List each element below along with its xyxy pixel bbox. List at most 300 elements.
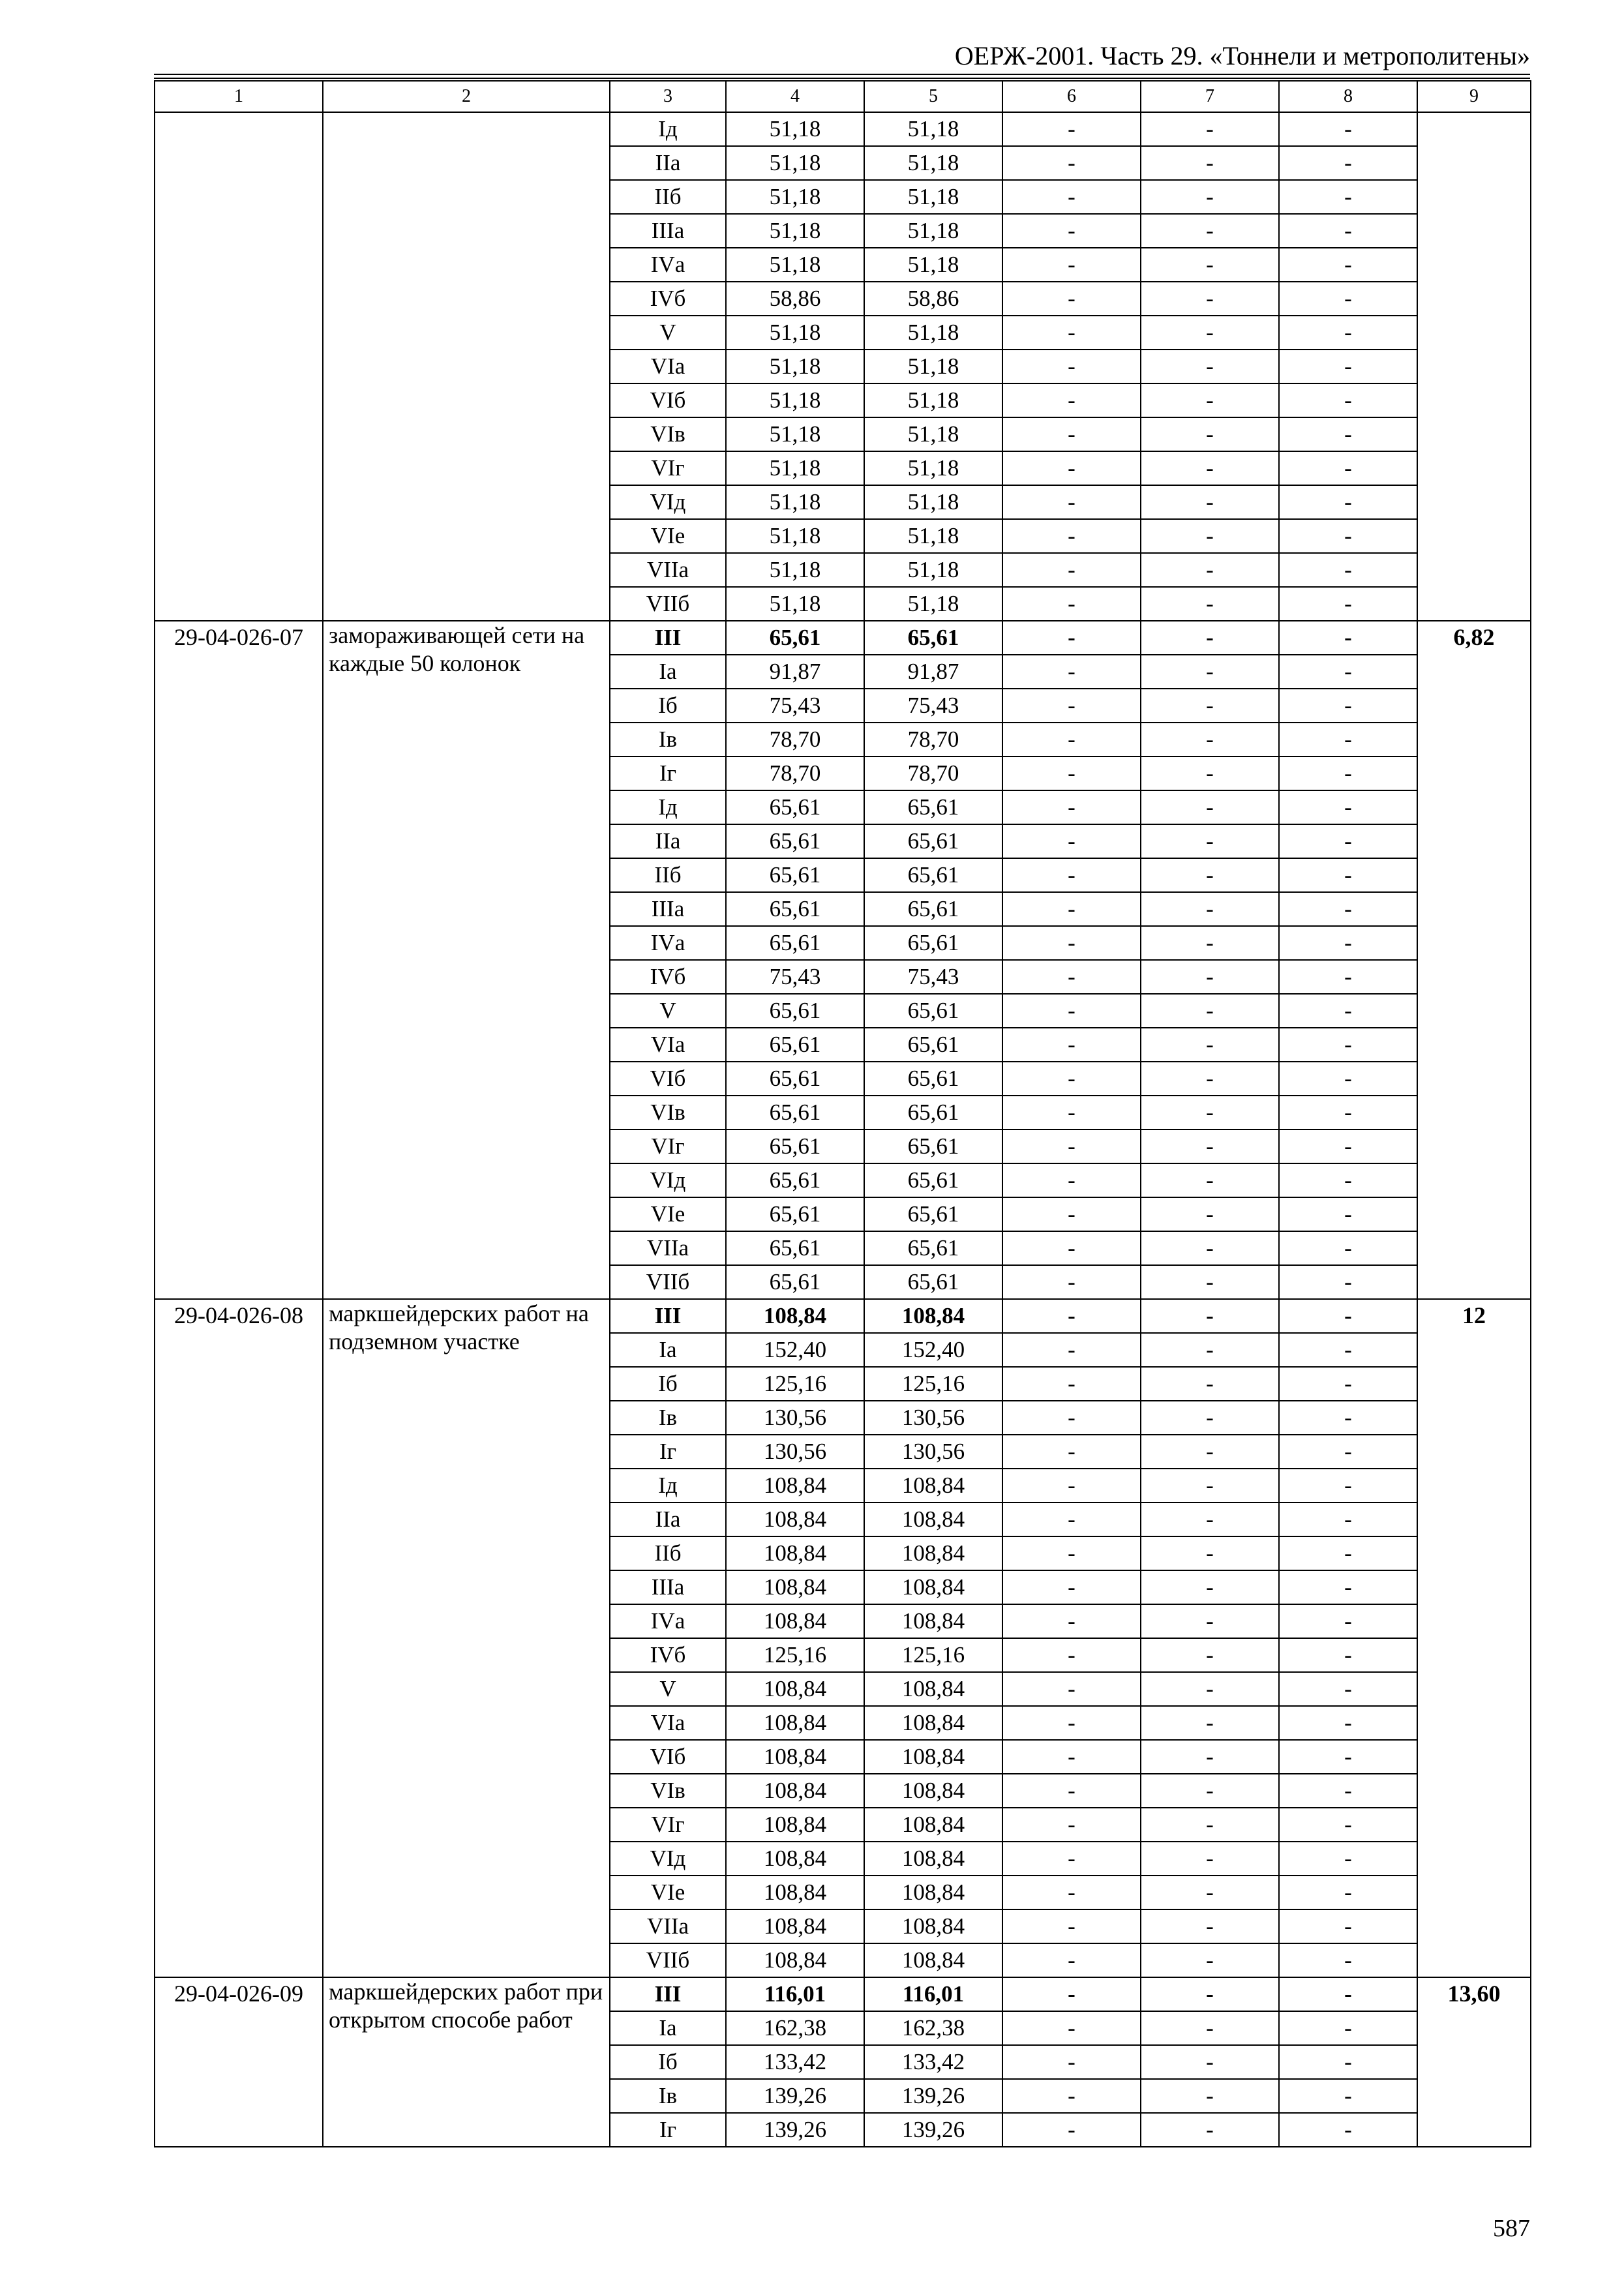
value-col6: - <box>1002 214 1141 248</box>
value-col4: 51,18 <box>726 316 864 350</box>
value-col8: - <box>1279 1062 1417 1096</box>
value-col7: - <box>1141 282 1279 316</box>
value-col5: 108,84 <box>864 1299 1002 1333</box>
value-col4: 65,61 <box>726 1163 864 1197</box>
value-col8: - <box>1279 248 1417 282</box>
value-col4: 51,18 <box>726 417 864 451</box>
value-col7: - <box>1141 383 1279 417</box>
value-col7: - <box>1141 1231 1279 1265</box>
value-col5: 51,18 <box>864 112 1002 146</box>
value-col8: - <box>1279 689 1417 723</box>
value-col6: - <box>1002 1503 1141 1536</box>
region-cell: Iг <box>610 2113 726 2147</box>
value-col4: 78,70 <box>726 723 864 756</box>
region-cell: III <box>610 621 726 655</box>
value-col6: - <box>1002 1028 1141 1062</box>
region-cell: VIг <box>610 1808 726 1842</box>
value-col5: 65,61 <box>864 1231 1002 1265</box>
value-col4: 65,61 <box>726 1096 864 1130</box>
value-col6: - <box>1002 1604 1141 1638</box>
value-col5: 139,26 <box>864 2113 1002 2147</box>
value-col4: 108,84 <box>726 1774 864 1808</box>
value-col7: - <box>1141 1604 1279 1638</box>
value-col8: - <box>1279 1231 1417 1265</box>
value-col4: 65,61 <box>726 858 864 892</box>
value-col4: 58,86 <box>726 282 864 316</box>
value-col6: - <box>1002 451 1141 485</box>
value-col7: - <box>1141 2079 1279 2113</box>
value-col6: - <box>1002 723 1141 756</box>
value-col7: - <box>1141 1130 1279 1163</box>
value-col5: 108,84 <box>864 1503 1002 1536</box>
value-col8: - <box>1279 316 1417 350</box>
column-number: 8 <box>1279 81 1417 112</box>
value-col5: 65,61 <box>864 1062 1002 1096</box>
value-col5: 51,18 <box>864 519 1002 553</box>
value-col7: - <box>1141 350 1279 383</box>
value-col7: - <box>1141 1435 1279 1469</box>
value-col5: 65,61 <box>864 926 1002 960</box>
column-number: 7 <box>1141 81 1279 112</box>
value-col5: 65,61 <box>864 892 1002 926</box>
region-cell: IVа <box>610 1604 726 1638</box>
value-col8: - <box>1279 1638 1417 1672</box>
value-col5: 65,61 <box>864 1028 1002 1062</box>
region-cell: Iд <box>610 1469 726 1503</box>
value-col7: - <box>1141 1740 1279 1774</box>
region-cell: IIа <box>610 1503 726 1536</box>
rate-code: 29-04-026-07 <box>155 621 323 1299</box>
rate-code: 29-04-026-08 <box>155 1299 323 1977</box>
page-header-title: ОЕРЖ-2001. Часть 29. «Тоннели и метрополитены» <box>954 41 1530 70</box>
rate-code: 29-04-026-09 <box>155 1977 323 2147</box>
value-col5: 162,38 <box>864 2011 1002 2045</box>
value-col6: - <box>1002 1774 1141 1808</box>
region-cell: Iг <box>610 756 726 790</box>
value-col7: - <box>1141 2045 1279 2079</box>
value-col8: - <box>1279 892 1417 926</box>
value-col8: - <box>1279 1469 1417 1503</box>
region-cell: IIб <box>610 858 726 892</box>
region-cell: VIIа <box>610 553 726 587</box>
value-col7: - <box>1141 790 1279 824</box>
value-col4: 65,61 <box>726 994 864 1028</box>
region-cell: VIб <box>610 1740 726 1774</box>
value-col5: 51,18 <box>864 383 1002 417</box>
value-col6: - <box>1002 1842 1141 1876</box>
value-col5: 65,61 <box>864 858 1002 892</box>
value-col5: 108,84 <box>864 1536 1002 1570</box>
value-col4: 91,87 <box>726 655 864 689</box>
value-col5: 108,84 <box>864 1570 1002 1604</box>
value-col8: - <box>1279 1706 1417 1740</box>
value-col8: - <box>1279 756 1417 790</box>
value-col8: - <box>1279 2045 1417 2079</box>
value-col6: - <box>1002 1401 1141 1435</box>
value-col4: 108,84 <box>726 1469 864 1503</box>
region-cell: VIб <box>610 383 726 417</box>
value-col6: - <box>1002 1333 1141 1367</box>
region-cell: VIе <box>610 1876 726 1909</box>
value-col6: - <box>1002 587 1141 621</box>
value-col5: 58,86 <box>864 282 1002 316</box>
value-col4: 65,61 <box>726 790 864 824</box>
column-number: 3 <box>610 81 726 112</box>
value-col6: - <box>1002 1909 1141 1943</box>
value-col4: 133,42 <box>726 2045 864 2079</box>
value-col5: 65,61 <box>864 1197 1002 1231</box>
value-col7: - <box>1141 1909 1279 1943</box>
value-col8: - <box>1279 112 1417 146</box>
value-col7: - <box>1141 824 1279 858</box>
value-col4: 51,18 <box>726 383 864 417</box>
value-col6: - <box>1002 926 1141 960</box>
value-col6: - <box>1002 417 1141 451</box>
region-cell: IIа <box>610 824 726 858</box>
value-col7: - <box>1141 1808 1279 1842</box>
value-col5: 91,87 <box>864 655 1002 689</box>
value-col6: - <box>1002 1096 1141 1130</box>
value-col4: 75,43 <box>726 689 864 723</box>
value-col4: 65,61 <box>726 621 864 655</box>
value-col5: 65,61 <box>864 1265 1002 1299</box>
page-number: 587 <box>1493 2215 1530 2242</box>
value-col8: - <box>1279 1503 1417 1536</box>
column-number-row <box>155 81 1531 112</box>
value-col8: - <box>1279 1197 1417 1231</box>
value-col5: 75,43 <box>864 960 1002 994</box>
value-col6: - <box>1002 689 1141 723</box>
region-cell: V <box>610 1672 726 1706</box>
value-col4: 51,18 <box>726 451 864 485</box>
value-col4: 65,61 <box>726 1197 864 1231</box>
value-col5: 152,40 <box>864 1333 1002 1367</box>
value-col7: - <box>1141 1062 1279 1096</box>
value-col6: - <box>1002 1740 1141 1774</box>
value-col4: 51,18 <box>726 248 864 282</box>
value-col7: - <box>1141 2113 1279 2147</box>
value-col5: 51,18 <box>864 587 1002 621</box>
value-col6: - <box>1002 1638 1141 1672</box>
value-col8: - <box>1279 655 1417 689</box>
value-col5: 108,84 <box>864 1909 1002 1943</box>
value-col4: 51,18 <box>726 350 864 383</box>
value-col6: - <box>1002 248 1141 282</box>
column-number: 2 <box>323 81 610 112</box>
value-col4: 108,84 <box>726 1503 864 1536</box>
work-name <box>323 112 610 621</box>
value-col5: 51,18 <box>864 214 1002 248</box>
region-cell: IIб <box>610 180 726 214</box>
value-col4: 125,16 <box>726 1638 864 1672</box>
value-col7: - <box>1141 1265 1279 1299</box>
value-col8: - <box>1279 926 1417 960</box>
value-col6: - <box>1002 2079 1141 2113</box>
value-col4: 130,56 <box>726 1435 864 1469</box>
value-col7: - <box>1141 1401 1279 1435</box>
value-col5: 108,84 <box>864 1943 1002 1977</box>
region-cell: VIе <box>610 1197 726 1231</box>
column-number: 5 <box>864 81 1002 112</box>
value-col6: - <box>1002 383 1141 417</box>
value-col8: - <box>1279 790 1417 824</box>
value-col5: 139,26 <box>864 2079 1002 2113</box>
value-col8: - <box>1279 1401 1417 1435</box>
region-cell: VIд <box>610 1163 726 1197</box>
value-col4: 116,01 <box>726 1977 864 2011</box>
value-col7: - <box>1141 621 1279 655</box>
value-col4: 51,18 <box>726 146 864 180</box>
value-col6: - <box>1002 519 1141 553</box>
value-col5: 130,56 <box>864 1435 1002 1469</box>
value-col8: - <box>1279 1265 1417 1299</box>
value-col5: 65,61 <box>864 1130 1002 1163</box>
value-col6: - <box>1002 1265 1141 1299</box>
value-col8: - <box>1279 1299 1417 1333</box>
value-col5: 65,61 <box>864 621 1002 655</box>
value-col8: - <box>1279 1333 1417 1367</box>
region-cell: IIIа <box>610 214 726 248</box>
value-col5: 108,84 <box>864 1706 1002 1740</box>
value-col6: - <box>1002 1231 1141 1265</box>
value-col4: 139,26 <box>726 2079 864 2113</box>
value-col5: 51,18 <box>864 180 1002 214</box>
region-cell: VIа <box>610 350 726 383</box>
value-col8: - <box>1279 1672 1417 1706</box>
value-col8: - <box>1279 1435 1417 1469</box>
value-col4: 65,61 <box>726 926 864 960</box>
value-col6: - <box>1002 282 1141 316</box>
region-cell: Iб <box>610 2045 726 2079</box>
region-cell: VIб <box>610 1062 726 1096</box>
value-col8: - <box>1279 858 1417 892</box>
value-col5: 51,18 <box>864 350 1002 383</box>
value-col4: 108,84 <box>726 1876 864 1909</box>
value-col6: - <box>1002 1706 1141 1740</box>
value-col6: - <box>1002 1367 1141 1401</box>
value-col7: - <box>1141 1469 1279 1503</box>
value-col8: - <box>1279 350 1417 383</box>
value-col6: - <box>1002 2113 1141 2147</box>
value-col6: - <box>1002 1536 1141 1570</box>
value-col5: 108,84 <box>864 1604 1002 1638</box>
value-col7: - <box>1141 519 1279 553</box>
value-col5: 51,18 <box>864 451 1002 485</box>
value-col6: - <box>1002 316 1141 350</box>
coefficient-col9: 13,60 <box>1417 1977 1531 2147</box>
value-col7: - <box>1141 1028 1279 1062</box>
value-col6: - <box>1002 756 1141 790</box>
value-col7: - <box>1141 1333 1279 1367</box>
value-col4: 108,84 <box>726 1570 864 1604</box>
value-col8: - <box>1279 180 1417 214</box>
value-col6: - <box>1002 655 1141 689</box>
region-cell: IIIа <box>610 1570 726 1604</box>
value-col4: 108,84 <box>726 1808 864 1842</box>
value-col4: 65,61 <box>726 1231 864 1265</box>
region-cell: VIг <box>610 451 726 485</box>
value-col4: 51,18 <box>726 485 864 519</box>
value-col7: - <box>1141 1977 1279 2011</box>
value-col6: - <box>1002 485 1141 519</box>
value-col7: - <box>1141 1842 1279 1876</box>
coefficient-col9: 12 <box>1417 1299 1531 1977</box>
value-col4: 51,18 <box>726 553 864 587</box>
value-col8: - <box>1279 553 1417 587</box>
region-cell: IIб <box>610 1536 726 1570</box>
value-col8: - <box>1279 1570 1417 1604</box>
value-col4: 78,70 <box>726 756 864 790</box>
work-name: замораживающей сети на каждые 50 колонок <box>323 621 610 1299</box>
value-col7: - <box>1141 451 1279 485</box>
value-col5: 133,42 <box>864 2045 1002 2079</box>
value-col8: - <box>1279 1028 1417 1062</box>
value-col6: - <box>1002 1469 1141 1503</box>
value-col6: - <box>1002 960 1141 994</box>
value-col7: - <box>1141 994 1279 1028</box>
value-col5: 51,18 <box>864 553 1002 587</box>
value-col8: - <box>1279 1943 1417 1977</box>
value-col5: 108,84 <box>864 1842 1002 1876</box>
value-col6: - <box>1002 1943 1141 1977</box>
value-col8: - <box>1279 1367 1417 1401</box>
value-col8: - <box>1279 2113 1417 2147</box>
value-col5: 51,18 <box>864 417 1002 451</box>
value-col4: 108,84 <box>726 1842 864 1876</box>
value-col7: - <box>1141 1096 1279 1130</box>
region-cell: Iб <box>610 1367 726 1401</box>
value-col6: - <box>1002 1163 1141 1197</box>
table-row <box>155 1299 1531 1333</box>
region-cell: III <box>610 1299 726 1333</box>
value-col8: - <box>1279 282 1417 316</box>
value-col4: 65,61 <box>726 1265 864 1299</box>
value-col5: 65,61 <box>864 790 1002 824</box>
value-col5: 65,61 <box>864 1163 1002 1197</box>
header-rule <box>154 78 1530 79</box>
value-col7: - <box>1141 485 1279 519</box>
work-name: маркшейдерских работ на подземном участке <box>323 1299 610 1977</box>
value-col6: - <box>1002 824 1141 858</box>
value-col6: - <box>1002 858 1141 892</box>
region-cell: Iв <box>610 723 726 756</box>
column-number: 1 <box>155 81 323 112</box>
value-col6: - <box>1002 2011 1141 2045</box>
value-col5: 116,01 <box>864 1977 1002 2011</box>
value-col4: 65,61 <box>726 1028 864 1062</box>
value-col5: 125,16 <box>864 1367 1002 1401</box>
rates-table-body <box>155 81 1531 2147</box>
region-cell: IIIа <box>610 892 726 926</box>
value-col6: - <box>1002 621 1141 655</box>
value-col6: - <box>1002 1062 1141 1096</box>
region-cell: VIIа <box>610 1231 726 1265</box>
value-col7: - <box>1141 756 1279 790</box>
value-col7: - <box>1141 1197 1279 1231</box>
region-cell: Iа <box>610 1333 726 1367</box>
region-cell: Iб <box>610 689 726 723</box>
value-col8: - <box>1279 451 1417 485</box>
region-cell: IVа <box>610 926 726 960</box>
value-col8: - <box>1279 383 1417 417</box>
value-col5: 65,61 <box>864 824 1002 858</box>
region-cell: V <box>610 994 726 1028</box>
value-col8: - <box>1279 1977 1417 2011</box>
value-col5: 125,16 <box>864 1638 1002 1672</box>
value-col6: - <box>1002 1977 1141 2011</box>
value-col4: 65,61 <box>726 892 864 926</box>
column-number: 9 <box>1417 81 1531 112</box>
header-rule <box>154 74 1530 75</box>
value-col7: - <box>1141 1672 1279 1706</box>
value-col7: - <box>1141 1943 1279 1977</box>
value-col7: - <box>1141 417 1279 451</box>
value-col7: - <box>1141 553 1279 587</box>
value-col8: - <box>1279 587 1417 621</box>
value-col4: 65,61 <box>726 1062 864 1096</box>
table-row <box>155 112 1531 146</box>
value-col6: - <box>1002 994 1141 1028</box>
value-col6: - <box>1002 553 1141 587</box>
value-col7: - <box>1141 214 1279 248</box>
value-col6: - <box>1002 1876 1141 1909</box>
region-cell: VIIб <box>610 1943 726 1977</box>
value-col8: - <box>1279 960 1417 994</box>
region-cell: VIд <box>610 485 726 519</box>
region-cell: VIIа <box>610 1909 726 1943</box>
value-col7: - <box>1141 960 1279 994</box>
value-col5: 51,18 <box>864 248 1002 282</box>
value-col8: - <box>1279 621 1417 655</box>
value-col6: - <box>1002 180 1141 214</box>
region-cell: V <box>610 316 726 350</box>
value-col8: - <box>1279 1842 1417 1876</box>
value-col8: - <box>1279 485 1417 519</box>
value-col7: - <box>1141 723 1279 756</box>
value-col4: 51,18 <box>726 519 864 553</box>
region-cell: IIа <box>610 146 726 180</box>
value-col8: - <box>1279 1909 1417 1943</box>
table-row <box>155 1977 1531 2011</box>
region-cell: III <box>610 1977 726 2011</box>
value-col7: - <box>1141 689 1279 723</box>
value-col6: - <box>1002 790 1141 824</box>
value-col6: - <box>1002 1299 1141 1333</box>
value-col4: 108,84 <box>726 1706 864 1740</box>
value-col5: 78,70 <box>864 723 1002 756</box>
value-col4: 162,38 <box>726 2011 864 2045</box>
region-cell: VIIб <box>610 1265 726 1299</box>
value-col7: - <box>1141 1503 1279 1536</box>
region-cell: IVб <box>610 282 726 316</box>
value-col8: - <box>1279 1808 1417 1842</box>
value-col5: 108,84 <box>864 1808 1002 1842</box>
region-cell: VIв <box>610 1096 726 1130</box>
value-col4: 152,40 <box>726 1333 864 1367</box>
value-col7: - <box>1141 146 1279 180</box>
value-col8: - <box>1279 1876 1417 1909</box>
value-col6: - <box>1002 1672 1141 1706</box>
value-col8: - <box>1279 1774 1417 1808</box>
value-col5: 108,84 <box>864 1740 1002 1774</box>
value-col5: 108,84 <box>864 1672 1002 1706</box>
value-col6: - <box>1002 1570 1141 1604</box>
table-row <box>155 621 1531 655</box>
value-col6: - <box>1002 1197 1141 1231</box>
value-col5: 78,70 <box>864 756 1002 790</box>
region-cell: Iд <box>610 112 726 146</box>
value-col4: 51,18 <box>726 214 864 248</box>
